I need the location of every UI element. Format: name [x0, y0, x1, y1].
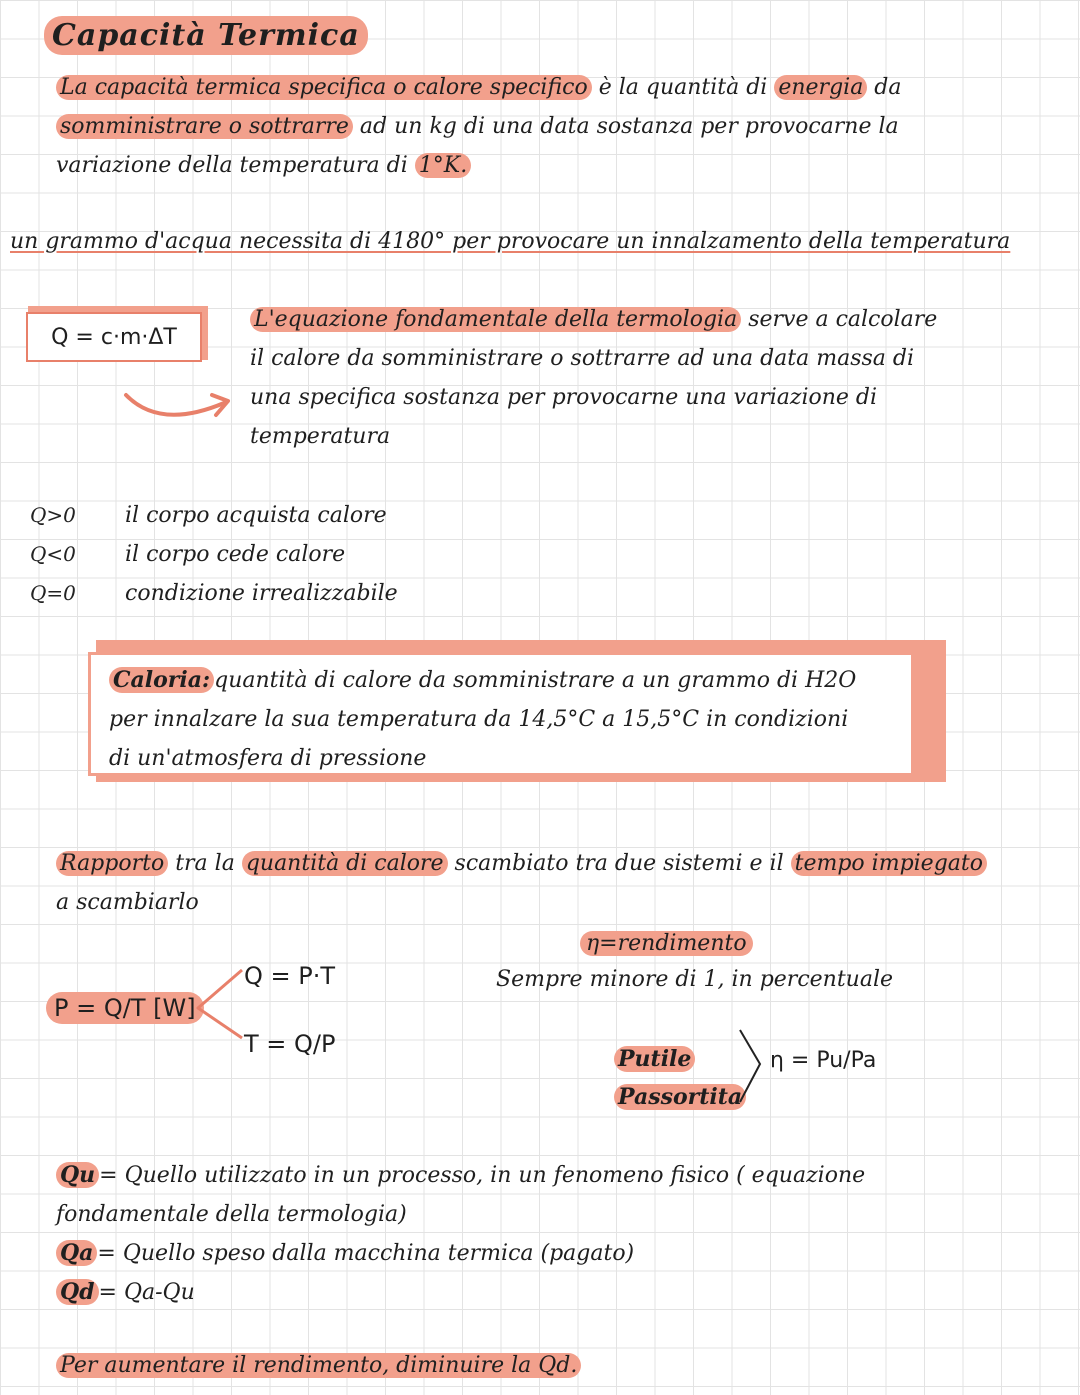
conditions-list: [30, 496, 398, 613]
efficiency-note: Sempre minore di 1, in percentuale: [496, 967, 894, 992]
branch-arrows-icon: [192, 958, 252, 1048]
passortita-label: Passortita: [614, 1078, 746, 1117]
definition-paragraph: La capacità termica specifica o calore specifico è la quantità di energia da somministrare o sottrarre ad un kg di una data sostanza per provocarne la variazione della temperatura di 1°K.: [56, 75, 902, 178]
bracket-icon: [736, 1026, 766, 1106]
definition-row: Qa = Quello speso dalla macchina termica (pagato): [56, 1234, 1046, 1273]
efficiency-formula: η = Pu/Pa: [770, 1048, 877, 1073]
condition-row: Q<0 il corpo cede calore: [30, 542, 346, 567]
conclusion: Per aumentare il rendimento, diminuire la Qd.: [56, 1346, 581, 1385]
derived-formula-t: T = Q/P: [244, 1030, 336, 1058]
derived-formula-q: Q = P·T: [244, 962, 336, 990]
definition-row: Qu = Quello utilizzato in un processo, in un fenomeno fisico ( equazione: [56, 1156, 1046, 1195]
power-formula: P = Q/T [W]: [46, 994, 204, 1022]
definition-row: Qd = Qa-Qu: [56, 1273, 1046, 1312]
curved-arrow-icon: [120, 385, 240, 435]
equation-formula: Q = c·m·ΔT: [26, 312, 202, 362]
equation-description: L'equazione fondamentale della termologia serve a calcolare il calore da somministrare o sottrarre ad una data massa di una specifica sostanza per provocarne una variazione di temperatura: [250, 307, 938, 449]
definitions-list: Qu = Quello utilizzato in un processo, in un fenomeno fisico ( equazione fondamentale della termologia) Qa = Quello speso dalla macchina termica (pagato) Qd = Qa-Qu: [56, 1156, 1046, 1312]
page-title: Capacità Termica: [44, 18, 368, 53]
condition-row: Q=0 condizione irrealizzabile: [30, 581, 398, 606]
power-definition: Rapporto tra la quantità di calore scambiato tra due sistemi e il tempo impiegato a scambiarlo: [56, 844, 1046, 922]
water-note: un grammo d'acqua necessita di 4180° per provocare un innalzamento della temperatura: [10, 229, 1011, 254]
putile-label: Putile: [614, 1040, 695, 1079]
caloria-box: Caloria: quantità di calore da somministrare a un grammo di H2O per innalzare la sua temperatura da 14,5°C a 15,5°C in condizioni di un'atmosfera di pressione: [88, 652, 914, 776]
efficiency-label: η=rendimento: [580, 924, 753, 963]
condition-row: Q>0 il corpo acquista calore: [30, 503, 387, 528]
